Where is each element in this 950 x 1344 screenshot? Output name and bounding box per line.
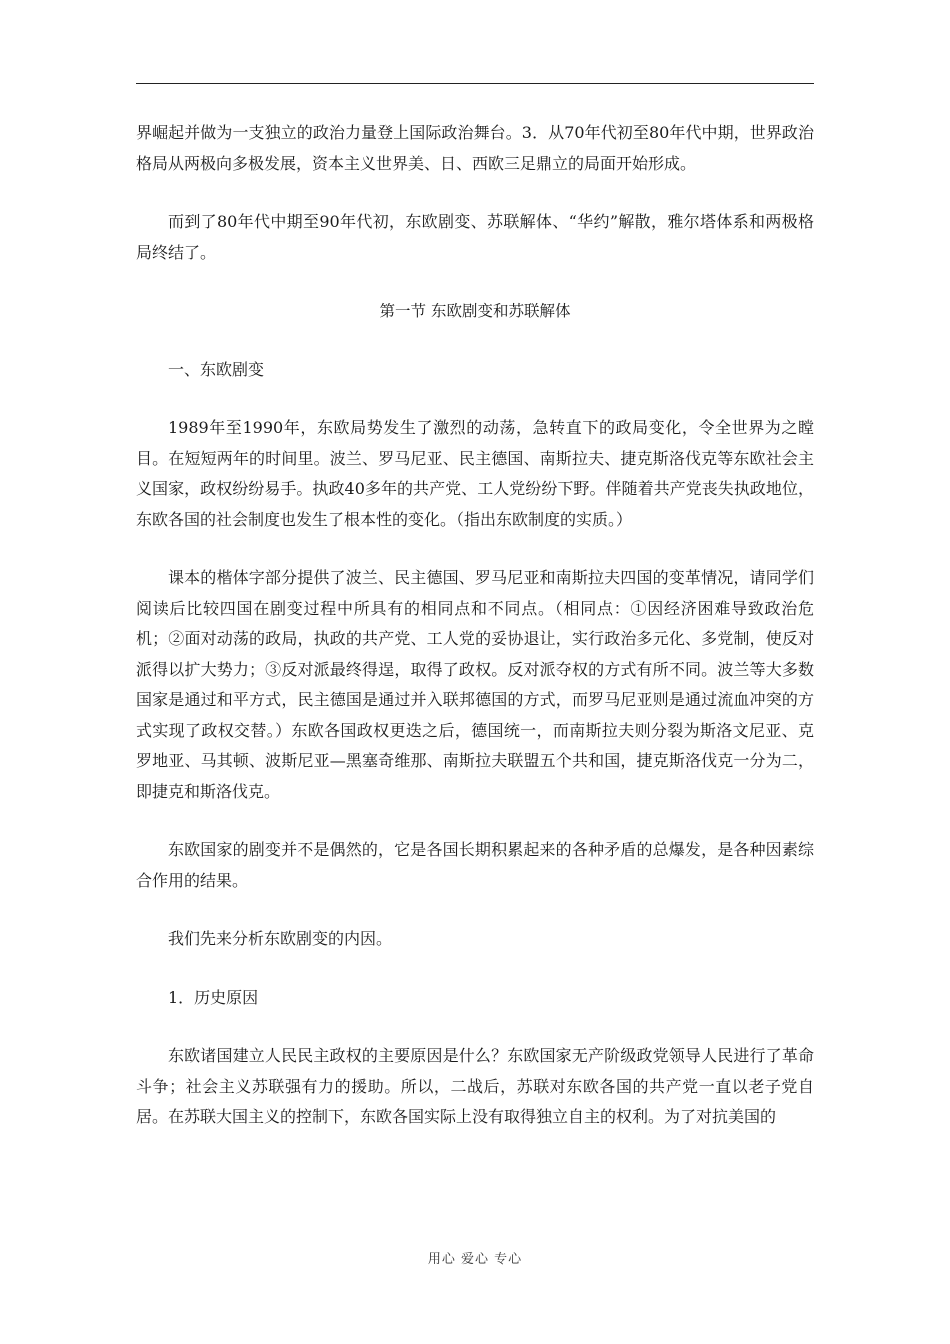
document-body [136,118,814,1133]
subheading-historical-reasons: 1．历史原因 [168,987,259,1007]
page-footer: 用心 爱心 专心 [427,1252,523,1267]
paragraph-not-accidental: 东欧国家的剧变并不是偶然的，它是各国长期积累起来的各种矛盾的总爆发，是各种因素综合作用的结果。 [136,840,814,890]
paragraph-bipolar-end: 而到了80年代中期至90年代初，东欧剧变、苏联解体、“华约”解散，雅尔塔体系和两极格局终结了。 [136,212,814,262]
paragraph-1989-1990: 1989年至1990年，东欧局势发生了激烈的动荡，急转直下的政局变化，令全世界为之瞠目。在短短两年的时间里。波兰、罗马尼亚、民主德国、南斯拉夫、捷克斯洛伐克等东欧社会主义国家，政权纷纷易手。执政40多年的共产党、工人党纷纷下野。伴随着共产党丧失执政地位，东欧各国的社会制度也发生了根本性的变化。（指出东欧制度的实质。） [136,418,814,529]
paragraph-continuation: 界崛起并做为一支独立的政治力量登上国际政治舞台。3．从70年代初至80年代中期，世界政治格局从两极向多极发展，资本主义世界美、日、西欧三足鼎立的局面开始形成。 [136,123,814,173]
subheading-eastern-europe-upheaval: 一、东欧剧变 [168,359,265,379]
header-rule [136,83,814,84]
paragraph-textbook-comparison: 课本的楷体字部分提供了波兰、民主德国、罗马尼亚和南斯拉夫四国的变革情况，请同学们阅读后比较四国在剧变过程中所具有的相同点和不同点。（相同点：①因经济困难导致政治危机；②面对动荡的政局，执政的共产党、工人党的妥协退让，实行政治多元化、多党制，使反对派得以扩大势力；③反对派最终得逞，取得了政权。反对派夺权的方式有所不同。波兰等大多数国家是通过和平方式，民主德国是通过并入联邦德国的方式，而罗马尼亚则是通过流血冲突的方式实现了政权交替。）东欧各国政权更迭之后，德国统一，而南斯拉夫则分裂为斯洛文尼亚、克罗地亚、马其顿、波斯尼亚—黑塞奇维那、南斯拉夫联盟五个共和国，捷克斯洛伐克一分为二，即捷克和斯洛伐克。 [136,568,814,801]
section-title: 第一节 东欧剧变和苏联解体 [379,302,571,320]
paragraph-peoples-democracy: 东欧诸国建立人民民主政权的主要原因是什么？东欧国家无产阶级政党领导人民进行了革命斗争；社会主义苏联强有力的援助。所以，二战后，苏联对东欧各国的共产党一直以老子党自居。在苏联大国主义的控制下，东欧各国实际上没有取得独立自主的权利。为了对抗美国的 [136,1046,814,1126]
paragraph-internal-causes: 我们先来分析东欧剧变的内因。 [168,929,393,948]
